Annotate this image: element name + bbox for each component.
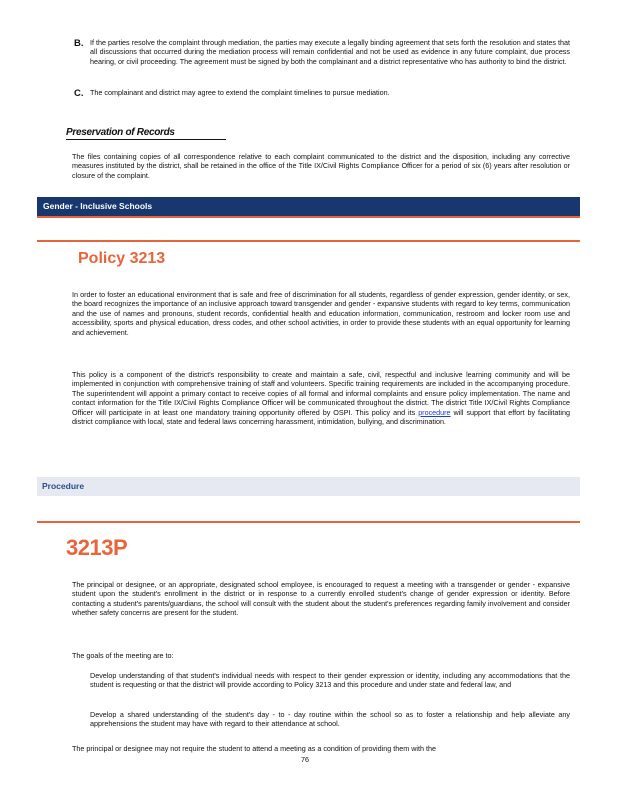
list-item-text: The complainant and district may agree to extend the complaint timelines to pursue mediation. xyxy=(90,88,390,97)
preservation-paragraph: The files containing copies of all correspondence relative to each complaint communicated to the district and the disposition, including any corrective measures instituted by the district, shall be retained in the office of the Title IX/Civil Rights Compliance Officer for a period of six (6) years after resolution or closure of the complaint. xyxy=(72,152,570,180)
section-band-title: Gender - Inclusive Schools xyxy=(43,201,153,211)
goals-intro: The goals of the meeting are to: xyxy=(72,651,174,660)
bullet-item xyxy=(74,710,570,729)
procedure-band xyxy=(37,477,580,496)
procedure-link[interactable]: procedure xyxy=(418,407,451,417)
procedure-title: 3213P xyxy=(66,535,128,560)
orange-rule xyxy=(37,521,580,523)
orange-rule xyxy=(37,240,580,242)
policy-title: Policy 3213 xyxy=(78,250,166,267)
list-item-text: If the parties resolve the complaint through mediation, the parties may execute a legally binding agreement that sets forth the resolution and states that all discussions that occurred during the mediation process will remain confidential and not be used as evidence in any future complaint, due process hearing, or civil proceeding. The agreement must be signed by both the complainant and a district representative who has authority to bind the district. xyxy=(90,38,570,66)
section-heading: Preservation of Records xyxy=(66,127,226,140)
list-letter: B. xyxy=(74,38,84,49)
policy-paragraph-2-end: will support that effort by facilitating district compliance with local, state and federal laws concerning harassment, intimidation, bullying, and discrimination. xyxy=(72,407,571,427)
list-item-c xyxy=(74,88,570,97)
closing-paragraph: The principal or designee may not require the student to attend a meeting as a condition of providing them with the xyxy=(72,744,436,753)
bullet-text: Develop a shared understanding of the student's day - to - day routine within the school so as to foster a relationship and help alleviate any apprehensions the student may have with regard to their attendance at school. xyxy=(90,710,570,729)
list-item-b xyxy=(74,38,570,66)
page-number: 76 xyxy=(301,755,309,764)
bullet-text: Develop understanding of that student's individual needs with respect to their gender expression or identity, including any accommodations that the student is requesting or that the district will provide according to Policy 3213 and this procedure and under state and federal law, and xyxy=(90,671,570,690)
policy-paragraph-1: In order to foster an educational environment that is safe and free of discrimination for all students, regardless of gender expression, gender identity, or sex, the board recognizes the importance of an inclusive approach toward transgender and gender - expansive students with regard to key terms, communication and the use of names and pronouns, student records, confidential health and education information, communication, restroom and locker room use and accessibility, sports and physical education, dress codes, and other school activities, in order to provide these students with an equal opportunity for learning and achievement. xyxy=(72,290,570,337)
policy-paragraph-2-start: This policy is a component of the district's responsibility to create and maintain a safe, civil, respectful and inclusive learning community and will be implemented in conjunction with comprehensive training of staff and volunteers. Specific training requirements are included in the accompanying procedure. The superintendent will appoint a primary contact to receive copies of all formal and informal complaints and ensure policy implementation. The name and contact information for the Title IX/Civil Rights Compliance Officer will be communicated throughout the district. The district Title IX/Civil Rights Compliance Officer will participate in at least one mandatory training opportunity offered by OSPI. This policy and its xyxy=(72,370,570,417)
section-band xyxy=(37,197,580,218)
procedure-paragraph-1: The principal or designee, or an appropriate, designated school employee, is encouraged to request a meeting with a transgender or gender - expansive student upon the student's enrollment in the district or in response to a currently enrolled student's change of gender expression or identity. Before contacting a student's parents/guardians, the school will consult with the student about the student's preferences regarding family involvement and consider whether safety concerns are present for the student. xyxy=(72,580,570,618)
procedure-band-label: Procedure xyxy=(42,481,85,491)
bullet-item xyxy=(74,671,570,690)
policy-paragraph-2 xyxy=(72,370,570,426)
list-letter: C. xyxy=(74,88,84,99)
